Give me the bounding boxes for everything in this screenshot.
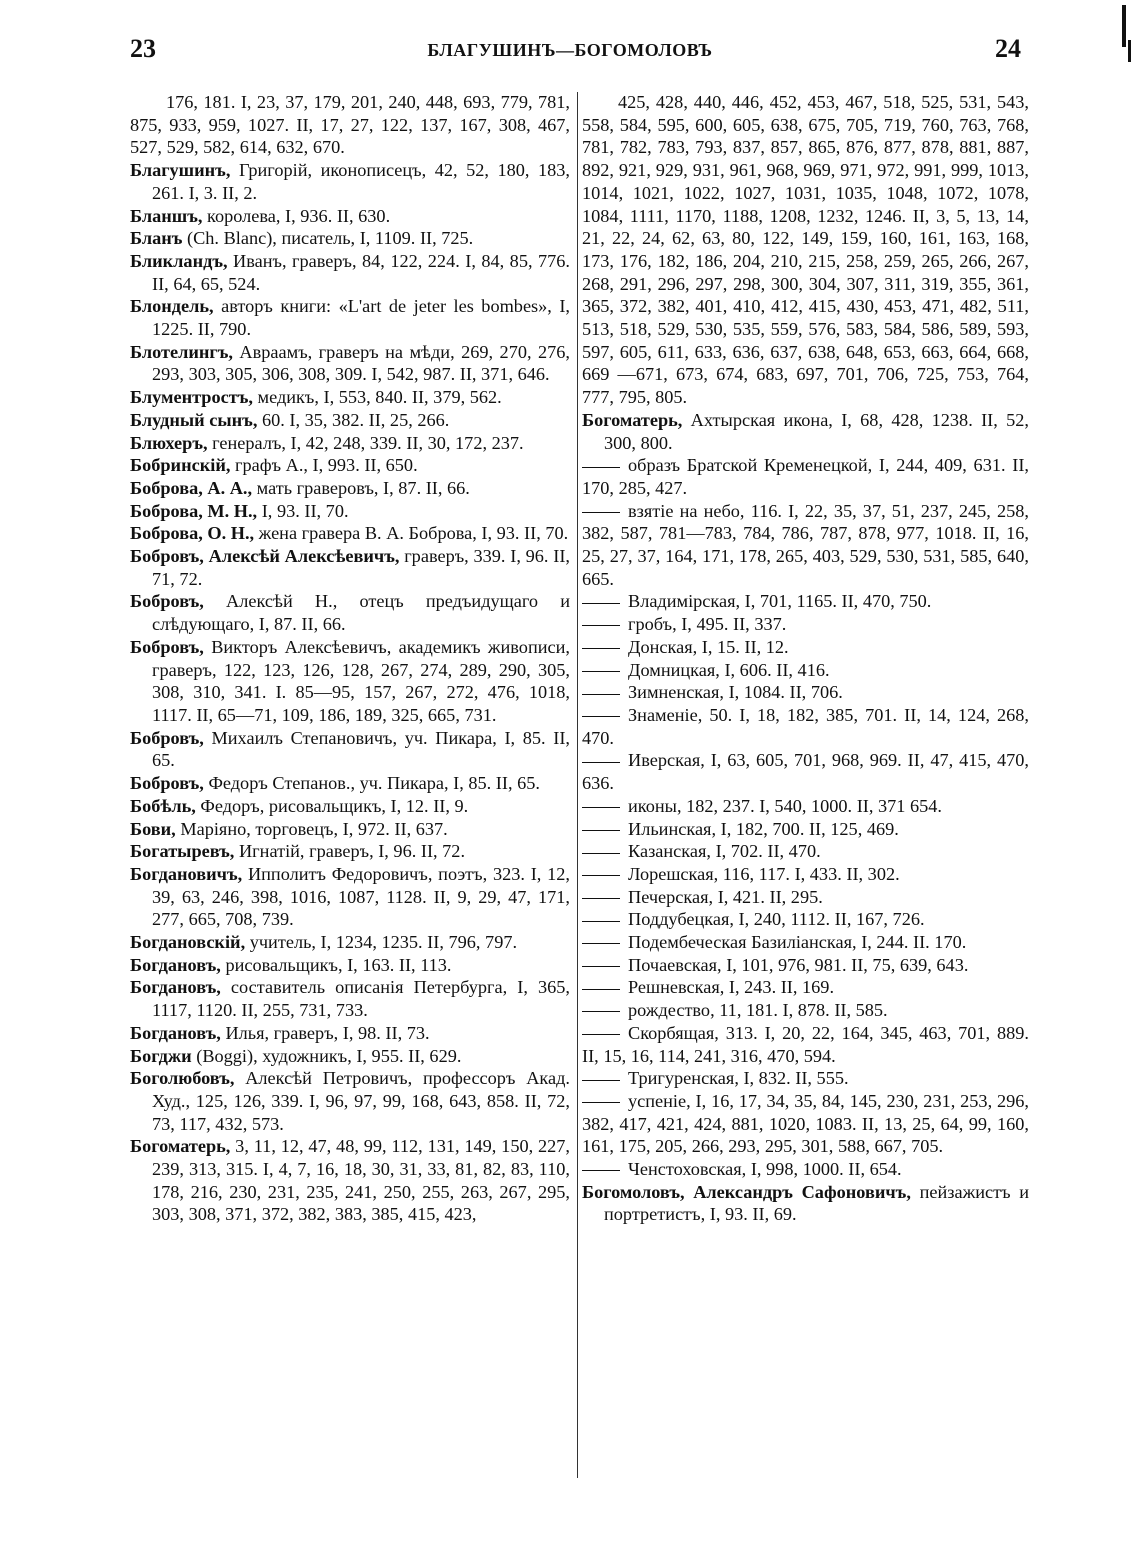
entry-text: Федоръ, рисовальщикъ, I, 12. II, 9.: [195, 795, 469, 816]
entry-text: Григорій, иконописецъ, 42, 52, 180, 183, 261. I, 3. II, 2.: [152, 160, 570, 203]
index-entry: [130, 522, 570, 545]
entry-headword: Богомоловъ, Александръ Сафоновичъ,: [582, 1181, 911, 1202]
entry-headword: Бобринскій,: [130, 455, 231, 476]
index-subentry: [582, 840, 1029, 863]
entry-text: графъ А., I, 993. II, 650.: [230, 455, 418, 476]
entry-headword: Боброва, М. Н.,: [130, 500, 258, 521]
entry-headword: Боброва, О. Н.,: [130, 523, 255, 544]
repeat-dash: [582, 875, 620, 876]
entry-text: Илья, граверъ, I, 98. II, 73.: [220, 1022, 430, 1043]
entry-text: Алексѣй Н., отецъ предъидущаго и слѣдующаго, I, 87. II, 66.: [152, 591, 570, 635]
index-subentry: [582, 863, 1029, 886]
index-subentry: [582, 818, 1029, 841]
index-entry: [130, 432, 570, 455]
index-subentry: [582, 795, 1029, 818]
index-entry-continuation: [130, 91, 570, 159]
repeat-dash: [582, 512, 620, 513]
entry-text: королева, I, 936. II, 630.: [202, 205, 391, 226]
repeat-dash: [582, 716, 620, 717]
entry-text: составитель описанія Петербурга, I, 365, 1117, 1120. II, 255, 731, 733.: [152, 977, 570, 1021]
index-subentry: [582, 1067, 1029, 1090]
repeat-dash: [582, 671, 620, 672]
entry-headword: Бови,: [130, 818, 176, 839]
entry-headword: Боголюбовъ,: [130, 1068, 235, 1089]
repeat-dash: [582, 1011, 620, 1012]
entry-headword: Богдановъ,: [130, 977, 221, 998]
index-entry: [130, 409, 570, 432]
entry-text: Маріяно, торговецъ, I, 972. II, 637.: [175, 818, 448, 839]
index-entry: [130, 976, 570, 1021]
index-entry: [130, 795, 570, 818]
entry-text: (Ch. Blanc), писатель, I, 1109. II, 725.: [182, 228, 474, 249]
entry-text: Федоръ Степанов., уч. Пикара, I, 85. II, 65.: [203, 773, 540, 794]
index-entry: [130, 205, 570, 228]
index-subentry: [582, 976, 1029, 999]
index-subentry: [582, 1090, 1029, 1158]
left-column: [130, 91, 570, 1226]
entry-text: Михаилъ Степановичъ, уч. Пикара, I, 85. II, 65.: [152, 727, 570, 771]
index-subentry: [582, 1158, 1029, 1181]
index-entry: [130, 454, 570, 477]
entry-text: I, 93. II, 70.: [257, 500, 349, 521]
index-entry: [130, 1067, 570, 1135]
entry-text: гробъ, I, 495. II, 337.: [628, 614, 787, 635]
index-entry: [130, 772, 570, 795]
repeat-dash: [582, 989, 620, 990]
entry-text: Зимненская, I, 1084. II, 706.: [628, 682, 843, 703]
index-entry: [130, 477, 570, 500]
repeat-dash: [582, 943, 620, 944]
index-entry: [130, 954, 570, 977]
entry-headword: Блондель,: [130, 296, 214, 317]
entry-text: Тригуренская, I, 832. II, 555.: [628, 1068, 849, 1089]
entry-text: Поддубецкая, I, 240, 1112. II, 167, 726.: [628, 909, 925, 930]
index-subentry: [582, 704, 1029, 749]
right-column: [582, 91, 1029, 1226]
entry-text: Алексѣй Петровичъ, профессоръ Акад. Худ., 125, 126, 339. I, 96, 97, 99, 168, 643, 858. II, 72, 73, 117, 432, 573.: [152, 1068, 570, 1134]
entry-text: Авраамъ, граверъ на мѣди, 269, 270, 276, 293, 303, 305, 306, 308, 309. I, 542, 987. II, 371, 646.: [152, 341, 570, 385]
entry-headword: Бобровъ,: [130, 773, 204, 794]
entry-text: Донская, I, 15. II, 12.: [628, 636, 789, 657]
entry-headword: Бобровъ,: [130, 727, 204, 748]
index-subentry: [582, 749, 1029, 794]
entry-text: Владимірская, I, 701, 1165. II, 470, 750.: [628, 591, 932, 612]
index-entry: [130, 590, 570, 635]
index-subentry: [582, 999, 1029, 1022]
index-entry: [582, 1181, 1029, 1226]
entry-headword: Богдановскій,: [130, 932, 246, 953]
right-page-number: 24: [995, 34, 1021, 63]
entry-headword: Бликландъ,: [130, 250, 228, 271]
entry-text: Ахтырская икона, I, 68, 428, 1238. II, 52, 300, 800.: [604, 409, 1029, 453]
entry-text: Игнатій, граверъ, I, 96. II, 72.: [234, 841, 466, 862]
repeat-dash: [582, 1102, 620, 1103]
index-entry: [130, 931, 570, 954]
entry-text: 176, 181. I, 23, 37, 179, 201, 240, 448, 693, 779, 781, 875, 933, 959, 1027. II, 17, 27, 122, 137, 167, 308, 467, 527, 529, 582, 614, 632, 670.: [130, 92, 570, 158]
entry-text: 3, 11, 12, 47, 48, 99, 112, 131, 149, 150, 227, 239, 313, 315. I, 4, 7, 16, 18, 30, 31, 33, 81, 82, 83, 110, 178, 216, 230, 231, 235, 241, 250, 255, 263, 267, 295, 303, 308, 371, 372, 382, 383, 385, 415, 423,: [152, 1136, 570, 1225]
index-subentry: [582, 590, 1029, 613]
repeat-dash: [582, 694, 620, 695]
entry-headword: Богдановъ,: [130, 1022, 221, 1043]
repeat-dash: [582, 625, 620, 626]
entry-text: учитель, I, 1234, 1235. II, 796, 797.: [245, 932, 518, 953]
entry-headword: Богдановичъ,: [130, 863, 243, 884]
entry-text: Подембеческая Базиліанская, I, 244. II. 170.: [628, 932, 967, 953]
index-entry: [130, 727, 570, 772]
index-subentry: [582, 931, 1029, 954]
entry-text: Иверская, I, 63, 605, 701, 968, 969. II, 47, 415, 470, 636.: [582, 750, 1029, 794]
entry-text: медикъ, I, 553, 840. II, 379, 562.: [252, 387, 502, 408]
index-entry: [582, 409, 1029, 454]
repeat-dash: [582, 603, 620, 604]
entry-headword: Благушинъ,: [130, 160, 231, 181]
running-head: БЛАГУШИНЪ—БОГОМОЛОВЪ: [427, 40, 713, 60]
entry-headword: Бланшъ,: [130, 205, 203, 226]
entry-headword: Боброва, А. А.,: [130, 477, 253, 498]
repeat-dash: [582, 921, 620, 922]
entry-headword: Бобровъ,: [130, 591, 204, 612]
repeat-dash: [582, 762, 620, 763]
entry-text: жена гравера В. А. Боброва, I, 93. II, 70.: [254, 523, 569, 544]
repeat-dash: [582, 966, 620, 967]
entry-headword: Бобровъ,: [130, 636, 204, 657]
entry-text: (Boggi), художникъ, I, 955. II, 629.: [191, 1045, 462, 1066]
index-entry: [130, 386, 570, 409]
index-entry: [130, 545, 570, 590]
entry-text: Знаменіе, 50. I, 18, 182, 385, 701. II, 14, 124, 268, 470.: [582, 704, 1029, 748]
entry-headword: Бланъ: [130, 228, 183, 249]
entry-text: Домницкая, I, 606. II, 416.: [628, 659, 830, 680]
index-entry: [130, 227, 570, 250]
index-subentry: [582, 954, 1029, 977]
repeat-dash: [582, 898, 620, 899]
entry-text: успеніе, I, 16, 17, 34, 35, 84, 145, 230, 231, 253, 296, 382, 417, 421, 424, 881, 1020, 1083. II, 13, 25, 64, 99, 160, 161, 175, 205, 266, 293, 295, 301, 588, 667, 705.: [582, 1090, 1029, 1157]
entry-text: мать граверовъ, I, 87. II, 66.: [252, 477, 470, 498]
entry-text: 60. I, 35, 382. II, 25, 266.: [257, 409, 450, 430]
entry-text: Викторъ Алексѣевичъ, академикъ живописи, граверъ, 122, 123, 126, 128, 267, 274, 289, 290, 305, 308, 310, 341. I. 85—95, 157, 267, 272, 476, 1018, 1117. II, 65—71, 109, 186, 189, 325, 665, 731.: [152, 636, 570, 725]
entry-text: взятіе на небо, 116. I, 22, 35, 37, 51, 237, 245, 258, 382, 587, 781—783, 784, 786, 787, 878, 977, 1018. II, 16, 25, 27, 37, 164, 171, 178, 265, 403, 529, 530, 531, 585, 640, 665.: [582, 500, 1029, 589]
index-entry: [130, 341, 570, 386]
index-subentry: [582, 1022, 1029, 1067]
repeat-dash: [582, 830, 620, 831]
entry-headword: Богдановъ,: [130, 954, 221, 975]
index-subentry: [582, 500, 1029, 591]
entry-text: генералъ, I, 42, 248, 339. II, 30, 172, 237.: [207, 432, 524, 453]
entry-text: Казанская, I, 702. II, 470.: [628, 841, 821, 862]
entry-text: Ипполитъ Федоровичъ, поэтъ, 323. I, 12, 39, 63, 246, 398, 1016, 1087, 1128. II, 9, 29, 47, 171, 277, 665, 708, 739.: [152, 863, 570, 930]
repeat-dash: [582, 807, 620, 808]
entry-text: образъ Братской Кременецкой, I, 244, 409, 631. II, 170, 285, 427.: [582, 455, 1029, 498]
left-page-number: 23: [130, 34, 156, 63]
entry-text: Почаевская, I, 101, 976, 981. II, 75, 639, 643.: [628, 954, 969, 975]
index-entry: [130, 863, 570, 931]
index-entry: [130, 818, 570, 841]
repeat-dash: [582, 467, 620, 468]
index-subentry: [582, 636, 1029, 659]
entry-text: рождество, 11, 181. I, 878. II, 585.: [628, 1000, 888, 1021]
entry-text: Скорбящая, 313. I, 20, 22, 164, 345, 463, 701, 889. II, 15, 16, 114, 241, 316, 470, 594.: [582, 1022, 1029, 1066]
index-subentry: [582, 659, 1029, 682]
index-entry: [130, 1022, 570, 1045]
entry-text: Ченстоховская, I, 998, 1000. II, 654.: [628, 1159, 902, 1180]
repeat-dash: [582, 1080, 620, 1081]
column-divider: [577, 92, 578, 1478]
index-entry-continuation: [582, 91, 1029, 409]
index-subentry: [582, 908, 1029, 931]
repeat-dash: [582, 853, 620, 854]
index-entry: [130, 159, 570, 204]
index-entry: [130, 250, 570, 295]
entry-text: Иванъ, граверъ, 84, 122, 224. I, 84, 85, 776. II, 64, 65, 524.: [152, 250, 570, 294]
entry-text: авторъ книги: «L'art de jeter les bombes», I, 1225. II, 790.: [152, 296, 570, 340]
index-entry: [130, 636, 570, 727]
entry-headword: Блотелингъ,: [130, 341, 233, 362]
entry-headword: Богатыревъ,: [130, 841, 235, 862]
entry-headword: Бобѣль,: [130, 795, 196, 816]
entry-text: Лорешская, 116, 117. I, 433. II, 302.: [628, 863, 900, 884]
entry-headword: Богоматерь,: [582, 409, 683, 430]
entry-text: Решневская, I, 243. II, 169.: [628, 977, 835, 998]
entry-headword: Блюхеръ,: [130, 432, 208, 453]
repeat-dash: [582, 1034, 620, 1035]
entry-text: пейзажистъ и портретистъ, I, 93. II, 69.: [604, 1181, 1029, 1225]
entry-headword: Богджи: [130, 1045, 192, 1066]
entry-headword: Богоматерь,: [130, 1136, 231, 1157]
entry-text: Ильинская, I, 182, 700. II, 125, 469.: [628, 818, 899, 839]
index-entry: [130, 1135, 570, 1226]
entry-text: Печерская, I, 421. II, 295.: [628, 886, 823, 907]
entry-headword: Блудный сынъ,: [130, 409, 258, 430]
index-entry: [130, 295, 570, 340]
index-entry: [130, 1045, 570, 1068]
entry-headword: Блументростъ,: [130, 387, 253, 408]
index-subentry: [582, 681, 1029, 704]
repeat-dash: [582, 1170, 620, 1171]
index-entry: [130, 840, 570, 863]
index-entry: [130, 500, 570, 523]
index-subentry: [582, 886, 1029, 909]
index-subentry: [582, 613, 1029, 636]
entry-text: иконы, 182, 237. I, 540, 1000. II, 371 654.: [628, 795, 943, 816]
entry-text: граверъ, 339. I, 96. II, 71, 72.: [152, 546, 570, 589]
entry-text: рисовальщикъ, I, 163. II, 113.: [220, 954, 452, 975]
entry-headword: Бобровъ, Алексѣй Алексѣевичъ,: [130, 546, 400, 567]
entry-text: 425, 428, 440, 446, 452, 453, 467, 518, 525, 531, 543, 558, 584, 595, 600, 605, 638, 675, 705, 719, 760, 763, 768, 781, 782, 783, 793, 837, 857, 865, 876, 877, 878, 881, 887, 892, 921, 929, 931, 961, 968, 969, 971, 972, 991, 999, 1013, 1014, 1021, 1022, 1027, 1031, 1035, 1048, 1072, 1078, 1084, 1111, 1170, 1188, 1208, 1232, 1246. II, 3, 5, 13, 14, 21, 22, 24, 62, 63, 80, 122, 149, 159, 160, 161, 163, 168, 173, 176, 182, 186, 204, 210, 215, 258, 259, 265, 266, 267, 268, 291, 296, 297, 298, 300, 304, 307, 311, 319, 355, 361, 365, 372, 382, 401, 410, 412, 415, 430, 453, 471, 482, 511, 513, 518, 529, 530, 535, 559, 576, 583, 584, 586, 589, 593, 597, 605, 611, 633, 636, 637, 638, 648, 653, 663, 664, 668, 669 —671, 673, 674, 683, 697, 701, 706, 725, 753, 764, 777, 795, 805.: [582, 92, 1029, 408]
repeat-dash: [582, 648, 620, 649]
index-subentry: [582, 454, 1029, 499]
